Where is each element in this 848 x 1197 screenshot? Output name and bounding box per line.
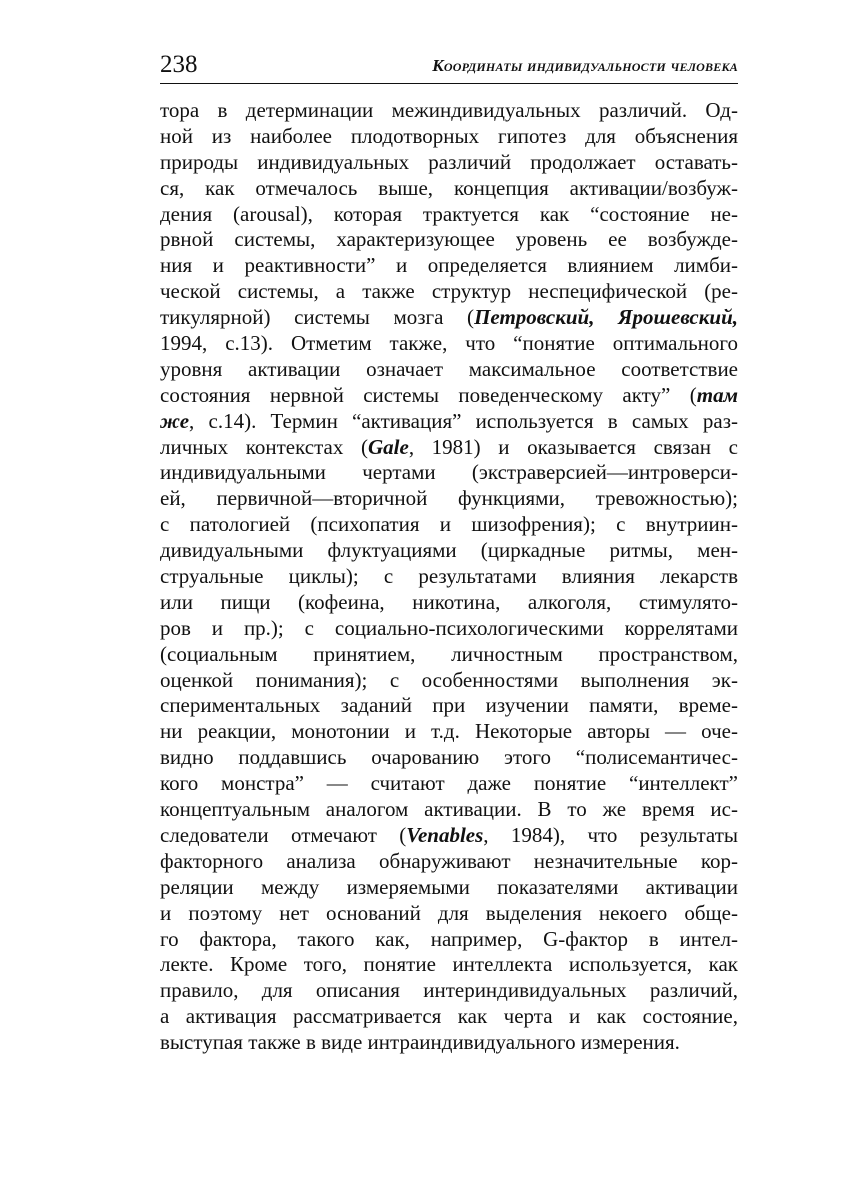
text-line: и поэтому нет оснований для выделения некоего обще- (160, 900, 738, 925)
text-line: лекте. Кроме того, понятие интеллекта используется, как (160, 952, 738, 977)
page-number: 238 (160, 51, 198, 78)
text-line: концептуальным аналогом активации. В то же время ис- (160, 797, 738, 822)
text-line: дивидуальными флуктуациями (циркадные ритмы, мен- (160, 538, 738, 563)
running-title: Координаты индивидуальности человека (432, 56, 738, 75)
text-line: ческой системы, а также структур неспецифической (ре- (160, 279, 738, 304)
text-line: тикулярной) системы мозга (Петровский, Ярошевский, (160, 305, 738, 330)
text-line: струальные циклы); с результатами влияния лекарств (160, 564, 738, 589)
text-line: индивидуальными чертами (экстраверсией—интроверси- (160, 460, 738, 485)
text-line: дения (arousal), которая трактуется как “состояние не- (160, 201, 738, 226)
text-line: видно поддавшись очарованию этого “полисемантичес- (160, 745, 738, 770)
citation-author: Gale (367, 434, 409, 459)
text-line: или пищи (кофеина, никотина, алкоголя, стимулято- (160, 589, 738, 614)
citation-authors: Петровский, Ярошевский, (474, 305, 738, 330)
text-line: состояния нервной системы поведенческому акту” (там (160, 382, 738, 407)
book-page (160, 50, 738, 1055)
citation-ibid: там (696, 382, 738, 407)
text-line: ей, первичной—вторичной функциями, тревожностью); (160, 486, 738, 511)
text-line: ров и пр.); с социально-психологическими коррелятами (160, 615, 738, 640)
text-line: факторного анализа обнаруживают незначительные кор- (160, 848, 738, 873)
text-line: реляции между измеряемыми показателями активации (160, 874, 738, 899)
text-line: (социальным принятием, личностным пространством, (160, 641, 738, 666)
text-line: ни реакции, монотонии и т.д. Некоторые авторы — оче- (160, 719, 738, 744)
text-line: выступая также в виде интраиндивидуального измерения. (160, 1030, 680, 1055)
text-line: а активация рассматривается как черта и как состояние, (160, 1004, 738, 1029)
text-line: уровня активации означает максимальное соответствие (160, 356, 738, 381)
text-line: 1994, с.13). Отметим также, что “понятие оптимального (160, 331, 738, 356)
text-line: оценкой понимания); с особенностями выполнения эк- (160, 667, 738, 692)
text-line: спериментальных заданий при изучении памяти, време- (160, 693, 738, 718)
citation-author: Venables (406, 822, 484, 847)
text-line: ной из наиболее плодотворных гипотез для объяснения (160, 123, 738, 148)
text-line: ния и реактивности” и определяется влиянием лимби- (160, 253, 738, 278)
text-line: го фактора, такого как, например, G-фактор в интел- (160, 926, 738, 951)
header-rule (160, 83, 738, 84)
page-header (160, 50, 738, 80)
text-line: же, с.14). Термин “активация” используется в самых раз- (160, 408, 738, 433)
text-line: ся, как отмечалось выше, концепция активации/возбуж- (160, 175, 738, 200)
text-line: следователи отмечают (Venables, 1984), что результаты (160, 822, 738, 847)
text-line: тора в детерминации межиндивидуальных различий. Од- (160, 98, 738, 122)
body-paragraph (160, 98, 738, 1056)
text-line: природы индивидуальных различий продолжает оставать- (160, 149, 738, 174)
text-line: правило, для описания интериндивидуальных различий, (160, 978, 738, 1003)
text-line: личных контекстах (Gale, 1981) и оказывается связан с (160, 434, 738, 459)
text-line: кого монстра” — считают даже понятие “интеллект” (160, 771, 738, 796)
text-line: с патологией (психопатия и шизофрения); с внутриин- (160, 512, 738, 537)
text-line: рвной системы, характеризующее уровень ее возбужде- (160, 227, 738, 252)
citation-ibid: же (160, 408, 190, 433)
